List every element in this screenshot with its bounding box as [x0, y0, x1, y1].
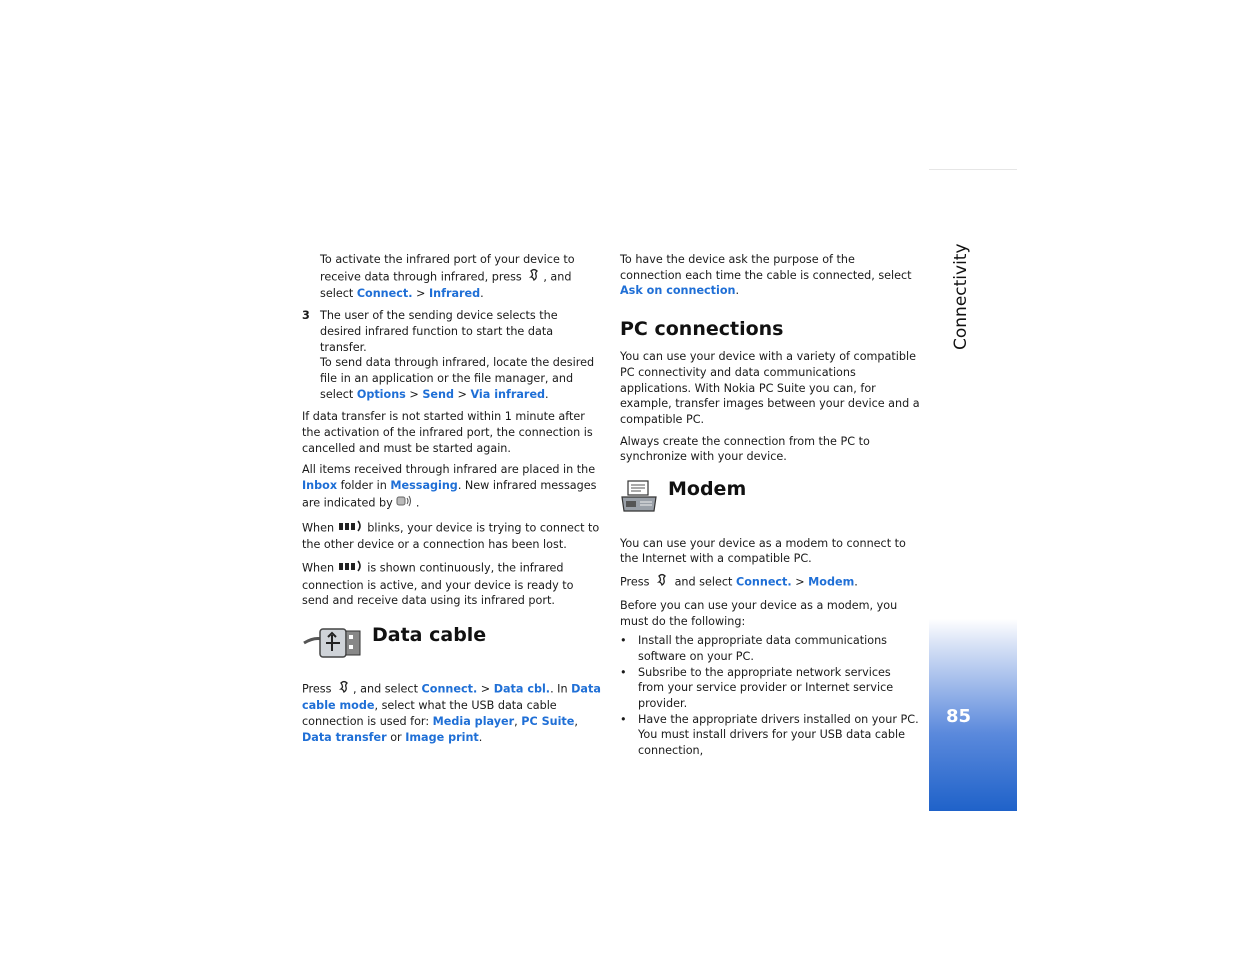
step-text-2	[320, 355, 602, 402]
text: When	[302, 561, 335, 575]
options-link[interactable]: Options	[356, 387, 406, 401]
send-link[interactable]: Send	[422, 387, 454, 401]
modem-heading: Modem	[668, 478, 747, 501]
step-text: The user of the sending device selects the desired infrared function to start the data transfer.	[320, 309, 558, 354]
modem-section-header	[620, 477, 920, 522]
separator: >	[409, 387, 419, 401]
infrared-message-icon	[396, 494, 412, 513]
text: To send data through infrared, locate the desired file in an application or the file manager, and select	[320, 356, 595, 401]
step-3	[302, 308, 602, 402]
modem-intro-paragraph: You can use your device as a modem to connect to the Internet with a compatible PC.	[620, 536, 906, 566]
media-player-link[interactable]: Media player	[432, 715, 515, 729]
right-column	[620, 252, 920, 759]
menu-key-icon	[525, 268, 543, 287]
ask-on-connection-link[interactable]: Ask on connection	[620, 284, 736, 298]
text: .	[478, 730, 483, 744]
infrared-status-icon	[338, 559, 364, 578]
text: .	[854, 575, 858, 589]
text: . In	[550, 682, 568, 696]
page-number: 85	[946, 706, 972, 727]
blinking-paragraph	[302, 519, 602, 553]
data-cable-paragraph	[302, 680, 602, 746]
text: All items received through infrared are placed in the	[302, 463, 596, 477]
text: To have the device ask the purpose of the connection each time the cable is connected, select	[620, 253, 912, 282]
list-item: • Subsribe to the appropriate network services from your service provider or Internet service provider.	[620, 665, 920, 712]
pc-suite-link[interactable]: PC Suite	[521, 715, 575, 729]
text: , and select	[353, 682, 418, 696]
data-cable-mode-link[interactable]: Data cable mode	[302, 682, 601, 713]
text: .	[415, 496, 420, 510]
messaging-link[interactable]: Messaging	[390, 479, 458, 493]
text: .	[480, 287, 484, 301]
image-print-link[interactable]: Image print	[405, 730, 479, 744]
text: , and select	[320, 270, 572, 301]
infrared-activate-paragraph	[302, 252, 602, 302]
separator: >	[480, 682, 491, 696]
modem-icon	[620, 477, 658, 522]
chapter-title: Connectivity	[951, 243, 971, 350]
menu-key-icon	[335, 680, 353, 699]
connect-link[interactable]: Connect.	[736, 575, 792, 589]
timeout-paragraph: If data transfer is not started within 1 minute after the activation of the infrared port, the connection is cancelled and must be started again.	[302, 410, 593, 455]
menu-key-icon	[653, 573, 671, 592]
sync-paragraph: Always create the connection from the PC to synchronize with your device.	[620, 434, 870, 464]
separator: >	[457, 387, 467, 401]
separator: >	[795, 575, 805, 589]
via-infrared-link[interactable]: Via infrared	[470, 387, 546, 401]
inbox-paragraph	[302, 462, 602, 512]
inbox-link[interactable]: Inbox	[302, 479, 338, 493]
continuous-paragraph	[302, 559, 602, 609]
prerequisites-list	[620, 633, 920, 759]
pc-connections-heading: PC connections	[620, 318, 784, 341]
data-cbl-link[interactable]: Data cbl.	[493, 682, 551, 696]
text: . New infrared messages are indicated by	[302, 479, 597, 510]
data-cable-heading: Data cable	[372, 624, 487, 647]
text: .	[735, 284, 740, 298]
text: is shown continuously, the infrared connection is active, and your device is ready to send and receive data using its infrared port.	[302, 561, 574, 608]
usb-cable-icon	[302, 623, 362, 668]
ask-connection-paragraph	[620, 252, 920, 299]
text: folder in	[340, 479, 387, 493]
prerequisites-paragraph: Before you can use your device as a modem, you must do the following:	[620, 598, 898, 628]
separator: >	[416, 287, 426, 301]
text: and select	[674, 575, 733, 589]
text: , select what the USB data cable connection is used for:	[302, 699, 557, 729]
text: ,	[514, 715, 518, 729]
pc-suite-paragraph: You can use your device with a variety of compatible PC connectivity and data communications applications. With Nokia PC Suite you can, for example, transfer images between your device and a compatible PC.	[620, 350, 920, 426]
text: ,	[574, 715, 578, 729]
text: When	[302, 520, 335, 534]
step-number: 3	[302, 309, 310, 323]
connect-link[interactable]: Connect.	[421, 682, 478, 696]
left-column	[302, 252, 602, 752]
text: To activate the infrared port of your device to receive data through infrared, press	[320, 253, 575, 284]
modem-press-paragraph	[620, 573, 920, 592]
text: blinks, your device is trying to connect to the other device or a connection has been lost.	[302, 520, 600, 552]
text: Press	[302, 682, 332, 696]
connect-link[interactable]: Connect.	[356, 287, 413, 301]
chapter-sidebar	[929, 169, 1017, 811]
data-transfer-link[interactable]: Data transfer	[302, 730, 387, 744]
infrared-link[interactable]: Infrared	[428, 287, 481, 301]
modem-link[interactable]: Modem	[808, 575, 855, 589]
text: or	[390, 730, 402, 744]
list-item: • Have the appropriate drivers installed on your PC. You must install drivers for your USB data cable connection,	[620, 712, 920, 759]
text: .	[545, 387, 549, 401]
data-cable-section-header	[302, 623, 602, 668]
text: Press	[620, 575, 650, 589]
list-item: • Install the appropriate data communications software on your PC.	[620, 633, 920, 664]
infrared-status-icon	[338, 519, 364, 538]
